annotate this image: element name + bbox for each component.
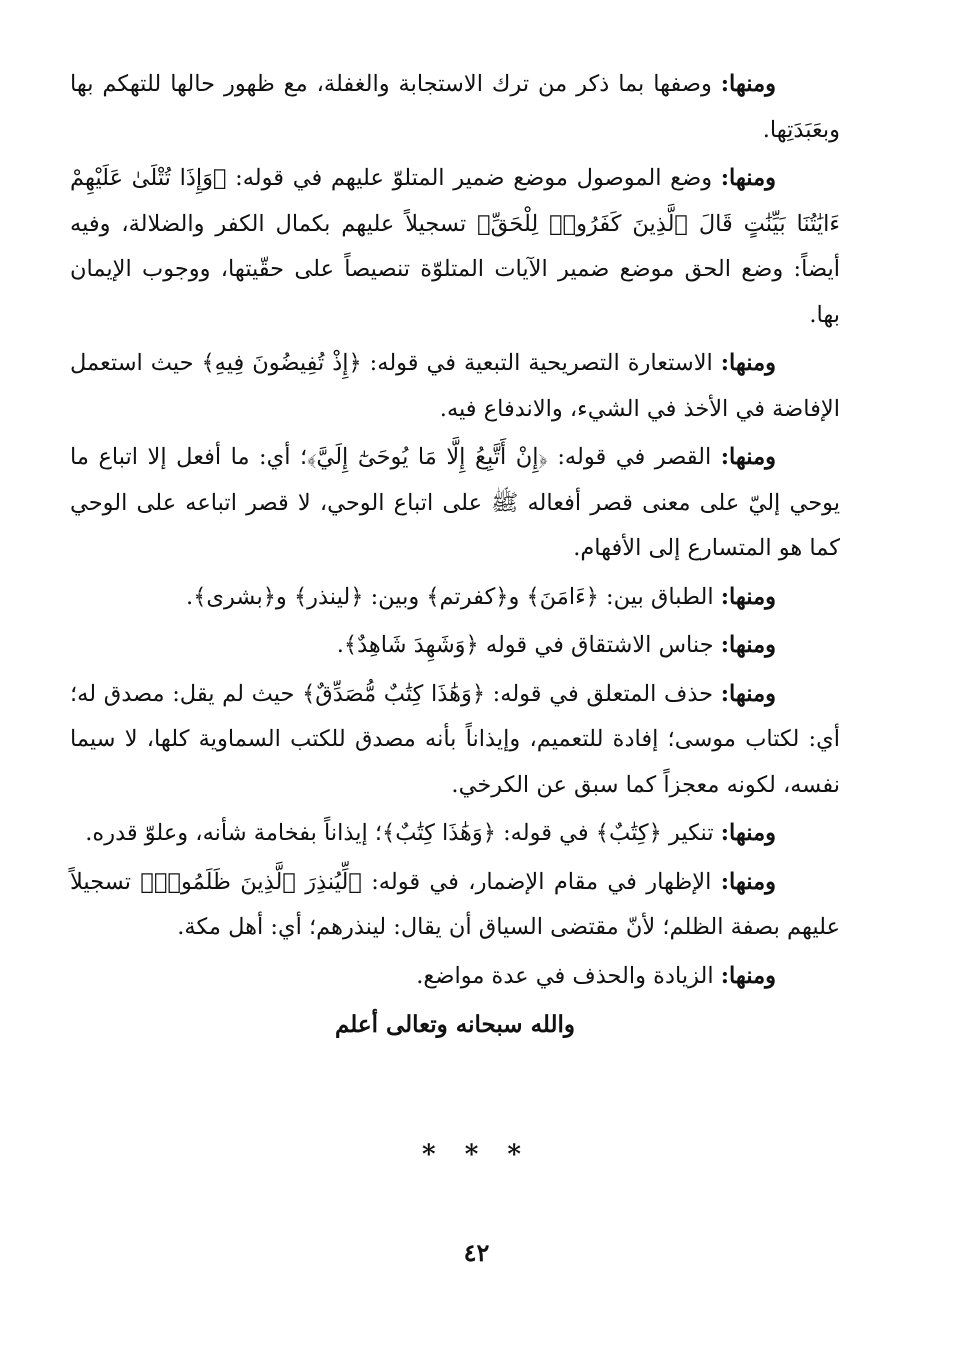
paragraph (70, 623, 840, 669)
paragraph (70, 435, 840, 572)
paragraph-lead: ومنها: (720, 962, 776, 989)
closing-line: والله سبحانه وتعالى أعلم (334, 1011, 576, 1038)
paragraph-lead: ومنها: (720, 165, 776, 191)
paragraph (70, 341, 840, 432)
paragraph-text: وصفها بما ذكر من ترك الاستجابة والغفلة، مع ظهور حالها للتهكم بها وبعَبَدَتِها. (70, 71, 840, 143)
paragraph-text: الاستعارة التصريحية التبعية في قوله: ﴿إِذْ تُفِيضُونَ فِيهِ﴾ حيث استعمل الإفاضة في الأخذ في الشيء، والاندفاع فيه. (70, 350, 840, 422)
paragraph-text: جناس الاشتقاق في قوله ﴿وَشَهِدَ شَاهِدٌ﴾. (336, 632, 721, 658)
paragraph-lead: ومنها: (720, 868, 776, 895)
paragraph-text: الطباق بين: ﴿ءَامَنَ﴾ و﴿كفرتم﴾ وبين: ﴿لينذر﴾ و﴿بشرى﴾. (186, 583, 721, 610)
paragraph-lead: ومنها: (720, 71, 776, 97)
paragraph-text: وضع الموصول موضع ضمير المتلوّ عليهم في قوله: ﴿وَإِذَا تُتْلَىٰ عَلَيْهِمْ ءَايَٰتُنَا بَيِّنَٰتٍ قَالَ ٱلَّذِينَ كَفَرُوا۟ لِلْحَقِّ﴾ تسجيلاً عليهم بكمال الكفر والضلالة، وفيه أيضاً: وضع الحق موضع ضمير الآيات المتلوّة تنصيصاً على حقّيتها، ووجوب الإيمان بها. (70, 165, 840, 328)
paragraph-lead: ومنها: (720, 820, 776, 846)
paragraph (70, 811, 840, 857)
paragraph (70, 575, 840, 621)
page-body (70, 62, 840, 1048)
paragraph-text: تنكير ﴿كِتَٰبٌ﴾ في قوله: ﴿وَهَٰذَا كِتَٰبٌ﴾؛ إيذاناً بفخامة شأنه، وعلوّ قدره. (85, 820, 721, 846)
paragraph-lead: ومنها: (720, 680, 776, 707)
page-number: ٤٢ (463, 1238, 490, 1267)
paragraph (70, 860, 840, 951)
paragraph (70, 672, 840, 809)
paragraph-lead: ومنها: (720, 350, 776, 376)
paragraph-text: القصر في قوله: ﴿إِنْ أَتَّبِعُ إِلَّا مَا يُوحَىٰٓ إِلَيَّ﴾؛ أي: ما أفعل إلا اتباع ما يوحي إليّ على معنى قصر أفعاله ﷺ على اتباع الوحي، لا قصر اتباعه على الوحي كما هو المتسارع إلى الأفهام. (70, 444, 840, 561)
section-separator: * * * (422, 1140, 531, 1170)
paragraph (70, 62, 840, 153)
paragraph-lead: ومنها: (720, 583, 776, 610)
paragraph (70, 156, 840, 338)
paragraph-lead: ومنها: (720, 444, 776, 470)
paragraph-text: الإظهار في مقام الإضمار، في قوله: ﴿لِّيُنذِرَ ٱلَّذِينَ ظَلَمُوا۟﴾ تسجيلاً عليهم بصفة الظلم؛ لأنّ مقتضى السياق أن يقال: لينذرهم؛ أي: أهل مكة. (70, 868, 840, 940)
paragraph (70, 954, 840, 1000)
paragraph-text: حذف المتعلق في قوله: ﴿وَهَٰذَا كِتَٰبٌ مُّصَدِّقٌ﴾ حيث لم يقل: مصدق له؛ أي: لكتاب موسى؛ إفادة للتعميم، وإيذاناً بأنه مصدق للكتب السماوية كلها، لا سيما نفسه، لكونه معجزاً كما سبق عن الكرخي. (70, 680, 840, 798)
paragraph-lead: ومنها: (720, 632, 776, 658)
paragraph-text: الزيادة والحذف في عدة مواضع. (416, 962, 721, 989)
